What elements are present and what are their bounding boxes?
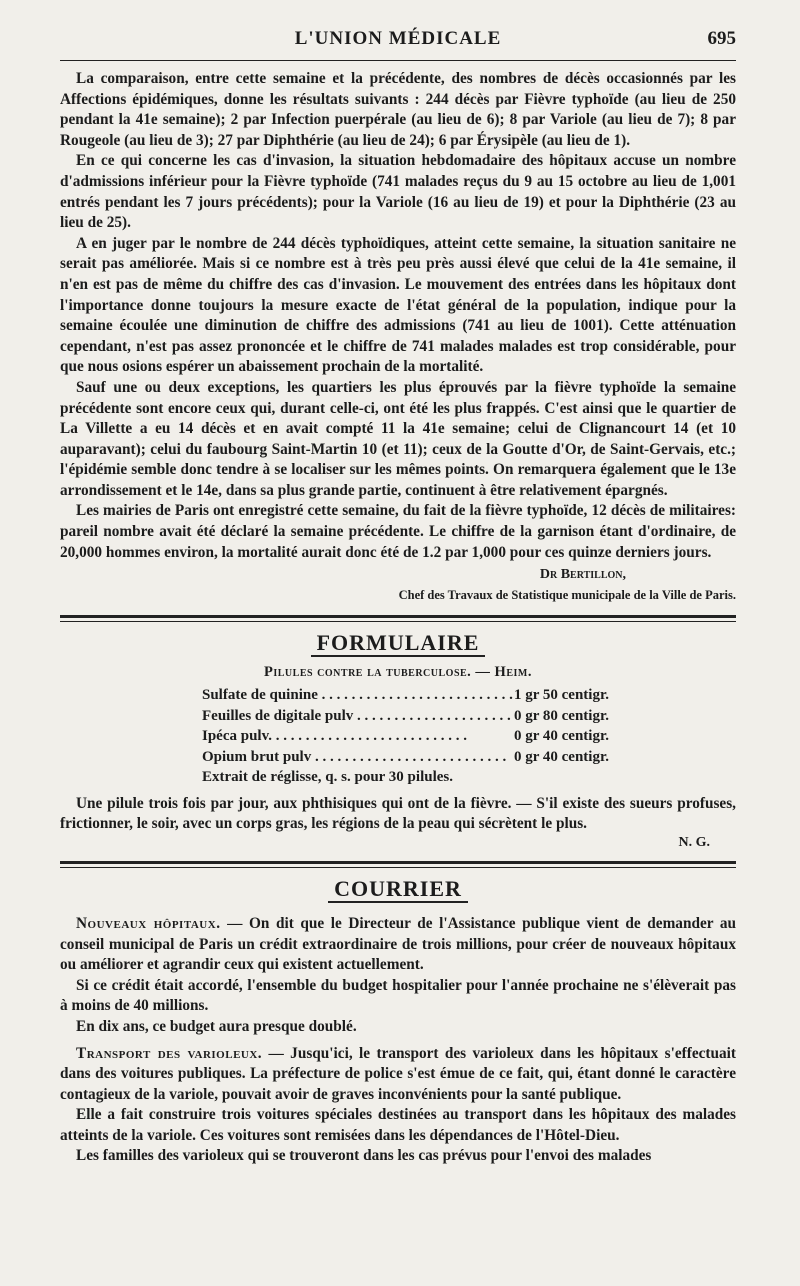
author-initials: N. G. — [678, 834, 710, 850]
ingredient-row — [202, 706, 684, 727]
news-paragraph: Elle a fait construire trois voitures spéciales destinées au transport dans les hôpitaux des malades atteints de la variole. Ces voitures sont remisées dans les dépendances de l'Hôtel-Dieu. — [60, 1106, 736, 1144]
news-paragraph — [60, 914, 736, 976]
section-divider — [60, 861, 736, 868]
section-title — [60, 630, 736, 656]
formulaire-heading: FORMULAIRE — [311, 630, 486, 657]
news-paragraph: Si ce crédit était accordé, l'ensemble du budget hospitalier pour l'année prochaine ne s'élèverait pas à moins de 40 millions. — [60, 976, 736, 1015]
extract-line: Extrait de réglisse, q. s. pour 30 pilules. — [202, 769, 453, 786]
ingredient-qty: 1 gr 50 centigr. — [514, 687, 609, 704]
stats-paragraph: Les mairies de Paris ont enregistré cette semaine, du fait de la fièvre typhoïde, 12 décès de militaires: pareil nombre avait été déclaré la semaine précédente. Le chiffre de la garnison étant d'ordinaire, de 20,000 hommes environ, la mortalité aurait donc été de 1.2 par 1,000 pour ces quinze derniers jours. — [60, 502, 736, 561]
ingredient-name: Opium brut pulv . . . — [202, 747, 514, 768]
news-lead: Nouveaux hôpitaux. — [76, 914, 221, 932]
running-header — [60, 24, 736, 54]
news-text: — On dit que le Directeur de l'Assistance publique vient de demander au conseil municipal de Paris un crédit extraordinaire de trois millions, pour créer de nouveaux hôpitaux ou améliorer et agrandir ceux qui existent actuellement. — [60, 914, 736, 974]
courrier-section — [60, 876, 736, 1167]
ingredient-name: Feuilles de digitale pulv . . . — [202, 706, 514, 727]
news-paragraph: En dix ans, ce budget aura presque doublé. — [76, 1017, 357, 1035]
news-paragraph: Les familles des varioleux qui se trouveront dans les cas prévus pour l'envoi des malades — [76, 1147, 652, 1165]
journal-title: L'UNION MÉDICALE — [294, 28, 502, 49]
news-paragraph — [60, 1044, 736, 1106]
ingredient-qty: 0 gr 80 centigr. — [514, 707, 609, 724]
ingredient-name: Sulfate de quinine . . . — [202, 685, 514, 706]
ingredient-row — [202, 685, 684, 706]
page-number: 695 — [707, 28, 736, 49]
section-divider — [60, 615, 736, 622]
ingredient-qty: 0 gr 40 centigr. — [514, 748, 609, 765]
recipe-title: Pilules contre la tuberculose. — Heim. — [264, 664, 532, 681]
ingredient-qty: 0 gr 40 centigr. — [514, 728, 609, 745]
section-title — [60, 876, 736, 902]
signature-name: Dr Bertillon, — [539, 567, 626, 583]
header-rule — [60, 60, 736, 61]
recipe-ingredients — [202, 685, 736, 788]
signature-title: Chef des Travaux de Statistique municipale de la Ville de Paris. — [398, 588, 736, 603]
ingredient-row — [202, 726, 684, 747]
news-text: — Jusqu'ici, le transport des varioleux dans les hôpitaux s'effectuait dans des voitures publiques. La préfecture de police s'est émue de ce fait, qui, étant donné le caractère contagieux de la variole, pouvait avoir de graves inconvénients pour la santé publique. — [60, 1044, 736, 1103]
news-lead: Transport des varioleux. — [76, 1044, 263, 1062]
stats-paragraph: En ce qui concerne les cas d'invasion, la situation hebdomadaire des hôpitaux accuse un nombre d'admissions inférieur pour la Fièvre typhoïde (741 malades reçus du 9 au 15 octobre au lieu de 1,001 entrés pendant les 7 jours précédents); pour la Variole (16 au lieu de 19) et pour la Diphthérie (23 au lieu de 25). — [60, 152, 736, 232]
stats-paragraph: La comparaison, entre cette semaine et la précédente, des nombres de décès occasionnés par les Affections épidémiques, donne les résultats suivants : 244 décès par Fièvre typhoïde (au lieu de 250 pendant la 41e semaine); 2 par Infection puerpérale (au lieu de 6); 8 par Variole (au lieu de 7); 8 par Rougeole (au lieu de 3); 27 par Diphthérie (au lieu de 24); 6 par Érysipèle (au lieu de 1). — [60, 70, 736, 149]
statistics-report — [60, 69, 736, 605]
stats-paragraph: Sauf une ou deux exceptions, les quartiers les plus éprouvés par la fièvre typhoïde la semaine précédente sont encore ceux qui, durant celle-ci, ont été les plus frappés. C'est ainsi que le quartier de La Villette a eu 14 décès et en avait compté 11 la 41e semaine; celui de Clignancourt 14 (et 10 auparavant); celui du faubourg Saint-Martin 10 (et 11); ceux de la Goutte d'Or, de Saint-Gervais, etc.; l'épidémie semble donc tendre à se localiser sur les mêmes points. On remarquera également que le 13e arrondissement et le 14e, dans sa plus grande partie, continuent à être relativement épargnés. — [60, 378, 736, 499]
formulaire-section — [60, 630, 736, 851]
recipe-instructions: Une pilule trois fois par jour, aux phthisiques qui ont de la fièvre. — S'il existe des sueurs profuses, frictionner, le soir, avec un corps gras, les régions de la peau qui sécrètent le plus. — [60, 794, 736, 833]
ingredient-name: Ipéca pulv. . . . — [202, 726, 514, 747]
courrier-heading: COURRIER — [328, 876, 468, 903]
ingredient-row — [202, 747, 684, 768]
stats-paragraph: A en juger par le nombre de 244 décès typhoïdiques, atteint cette semaine, la situation sanitaire ne serait pas améliorée. Mais si ce nombre est à très peu près aussi élevé que celui de la 41e semaine, il n'en est pas de même du chiffre des cas d'invasion. Le mouvement des entrées dans les hôpitaux dont l'importance donne toujours la mesure exacte de l'état général de la population, indique pour la semaine écoulée une diminution de chiffre des admissions (741 au lieu de 1001). Cette atténuation cependant, n'est pas assez prononcée et le chiffre de 741 malades malades est trop considérable, pour que nous osions espérer un abaissement prochain de la mortalité. — [60, 234, 736, 376]
